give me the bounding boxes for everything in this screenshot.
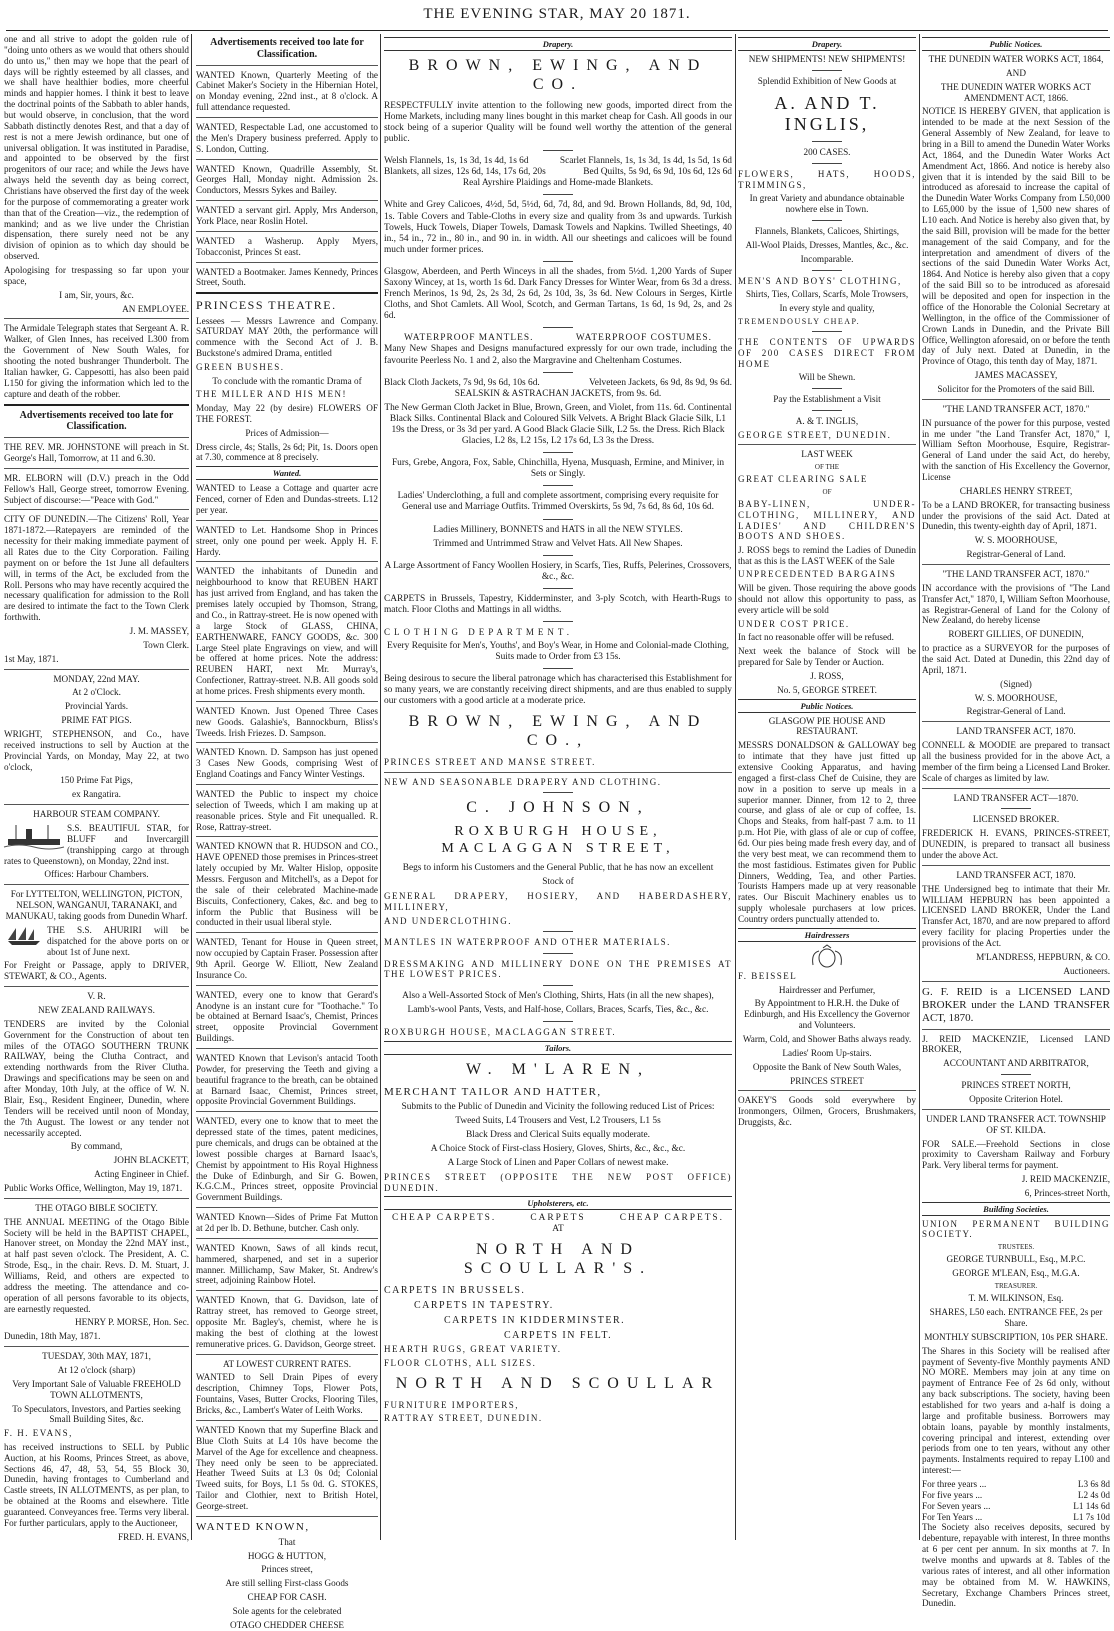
ross-notice: J. ROSS begs to remind the Ladies of Dunedin that as this is the LAST WEEK of the Sale [738, 544, 916, 566]
lambswool: Lamb's-wool Pants, Vests, and Half-hose, Collars, Braces, Scarfs, Ties, &c., &c. [407, 1005, 709, 1016]
trimmed: Trimmed and Untrimmed Straw and Velvet Hats. All New Shapes. [433, 538, 683, 549]
wanted-ad: WANTED Known. D. Sampson has just opened 3 Cases New Goods, comprising West of England Coatings and Fancy Winter Vestings. [196, 747, 378, 780]
tenders: TENDERS are invited by the Colonial Government for the Construction of about ten miles of the OTAGO SOUTHERN TRUNK RAILWAY, being the Clutha Contract, and extending northwards from the River Clutha. Drawings and specifications may be seen on and after Monday, 10th July, at the office of W. N. Blair, Esq., Resident Engineer, Dunedin, where Tenders will be received until noon of Monday, the 7th August. The lowest or any tender not necessarily accepted. [4, 1018, 189, 1138]
black-dress: Black Dress and Clerical Suits equally moderate. [465, 1129, 651, 1140]
ad: WANTED a servant girl. Apply, Mrs Anderson, York Place, near Roslin Hotel. [196, 205, 378, 227]
repay-row: For Seven years ... L1 14s 6d [922, 1500, 1110, 1511]
baths: Warm, Cold, and Shower Baths always ready. [742, 1033, 912, 1044]
cloth-jackets: Black Cloth Jackets, 7s 9d, 9s 6d, 10s 6d. [384, 377, 540, 388]
ad: WANTED Known, Quarterly Meeting of the Cabinet Maker's Society in the Hibernian Hotel, on Monday evening, 22nd inst., at 8 o'clock. A full attendance requested. [196, 69, 378, 113]
lta4: LAND TRANSFER ACT—1870. [953, 792, 1079, 803]
otago-cheese: OTAGO CHEDDER CHEESE [229, 1619, 345, 1630]
baby-linen: BABY-LINEN, UNDER-CLOTHING, MILLINERY, AND LADIES' AND CHILDREN'S BOOTS AND SHOES. [738, 499, 916, 542]
wanted-ad: WANTED the Public to inspect my choice selection of Tweeds, which I am making up at reasonable prices. Style and Fit unequalled. R. Rose, Rattray-street. [196, 788, 378, 832]
millinery: Ladies Millinery, BONNETS and HATS in all the NEW STYLES. [433, 524, 683, 535]
ad: WANTED a Bootmaker. James Kennedy, Princes Street, South. [196, 266, 378, 288]
union: UNION PERMANENT BUILDING SOCIETY. [922, 1218, 1110, 1240]
oakey: OAKEY'S Goods sold everywhere by Ironmongers, Oilmen, Grocers, Brushmakers, Druggists, &c. [738, 1095, 916, 1128]
drapery-section: Drapery. [738, 37, 916, 51]
carpets-label: CARPETS [530, 1213, 586, 1224]
divider [922, 399, 1110, 400]
every-style: In every style and quality, [779, 303, 875, 314]
sailing-ship-icon [4, 925, 44, 947]
rattray-street: RATTRAY STREET, DUNEDIN. [384, 1413, 543, 1424]
letter-body: one and all strive to adopt the golden rule of "doing unto others as we would that others should do unto us," then may we hope that the pearl of days will be rightly esteemed by all classes, and we shall have healthier bodies, more cheerful minds and happier homes. I think it best to leave the doctrinal points of the Sabbath to abler hands, but would observe, in conclusion, that the word Sabbath distinctly denotes Rest, and that a day of rest is not a mere Jewish ordinance, but one of universal obligation. It was instituted in Paradise, and appointed to be observed by the first progenitors of our race; and while the Jews have always held the seventh day as being correct, Christians have observed the first day of the week for the purpose of commemorating a greater work than that of the Creation—viz., the redemption of mankind; and as we live under the Christian dispensation, there surely need not be any division of opinion as to which day should be observed. [4, 34, 189, 262]
under-cost: UNDER COST PRICE. [738, 618, 850, 629]
wanted-ad: WANTED, Tenant for House in Queen street, now occupied by Captain Fraser. Possession after 9th April. George W. Elliott, New Zealand Insurance Co. [196, 937, 378, 980]
lta-text: IN pursuance of the power for this purpose, vested in me under "the Land Transfer Act, 1870," I, William Sefton Moorhouse, Esquire, Registrar-General of Land under the said Act, do hereby, with the sanction of His Excellency the Governor, License [922, 417, 1110, 482]
turnbull: GEORGE TURNBULL, Esq., M.P.C. [946, 1254, 1086, 1265]
surveyor: to practice as a SURVEYOR for the purposes of the said Act. Dated at Dunedin, this 22nd day of April, 1871. [922, 643, 1110, 675]
cases: 200 CASES. [803, 147, 851, 158]
licensed-broker: LICENSED BROKER. [972, 814, 1060, 825]
city-signature: J. M. MASSEY, [129, 625, 189, 636]
next-week: Next week the balance of Stock will be prepared for Sale by Tender or Auction. [738, 646, 916, 667]
ad: WANTED, Respectable Lad, one accustomed to the Men's Drapery business preferred. Apply to S. London, Cutting. [196, 122, 378, 154]
appointment: By Appointment to H.R.H. the Duke of Edinburgh, and His Excellency the Governor and Volunteers. [744, 998, 910, 1031]
monthly: MONTHLY SUBSCRIPTION, 10s PER SHARE. [924, 1331, 1108, 1342]
green-bushes: GREEN BUSHES. [196, 361, 285, 372]
shirts: Shirts, Ties, Collars, Scarfs, Mole Trowsers, [745, 289, 909, 300]
at: AT [552, 1224, 564, 1235]
wanted-ad: WANTED Known, that G. Davidson, late of Rattray street, has removed to George street, opposite Mr. Bagley's, chemist, where he is making the best of clothing at the lowest remunerative prices. G. Davidson, George street. [196, 1295, 378, 1349]
clearing-sale: GREAT CLEARING SALE [738, 474, 868, 485]
mackenzie: J. REID MACKENZIE, Licensed LAND BROKER, [922, 1033, 1110, 1055]
wanted-section: Wanted. [196, 466, 378, 480]
noon: At 12 o'clock (sharp) [57, 1364, 136, 1375]
wanted-ad: WANTED, every one to know that Gerard's Anodyne is an instant cure for "Toothache." To be obtained at Bernard Isaac's, Chemist, Princes street, opposite Provincial Government Buildings. [196, 989, 378, 1044]
sealskin: SEALSKIN & ASTRACHAN JACKETS, from 9s. 6d. [454, 388, 662, 399]
hosiery: A Large Assortment of Fancy Woollen Hosiery, in Scarfs, Ties, Ruffs, Pelerines, Crossovers, &c., &c. [384, 560, 732, 582]
divider [4, 884, 189, 885]
scarlet-flannels: Scarlet Flannels, 1s, 1s 3d, 1s 4d, 1s 5d, 1s 6d [559, 156, 732, 167]
lta-heading-2: "THE LAND TRANSFER ACT, 1870." [942, 568, 1090, 579]
wanted-ad: WANTED the inhabitants of Dunedin and neighbourhood to know that REUBEN HART has just arrived from England, and has taken the premises lately occupied by Thomson, Strang, and Co., in Rattray-street. He is now opened with a large Stock of GLASS, CHINA, EARTHENWARE, FANCY GOODS, &c. 300 Large Steel plate Engravings on view, and will be offered at home prices. Note the address: REUBEN HART, next Mr. Murray's, Confectioner, Rattray-street. N.B. All goods sold at home prices. Fresh shipments every month. [196, 566, 378, 696]
freehold: Very Important Sale of Valuable FREEHOLD TOWN ALLOTMENTS, [12, 1378, 181, 1400]
divider [4, 804, 189, 805]
that: That [278, 1536, 296, 1547]
hepburn: THE Undersigned beg to intimate that their Mr. WILLIAM HEPBURN has been appointed a LICENSED LAND BROKER, Under the Land Transfer Act, 1870, and are now prepared to afford every facility for placing Properties under the provisions of the Act. [922, 883, 1110, 949]
silks: The New German Cloth Jacket in Blue, Brown, Green, and Violet, from 11s. 6d. Continental Black Silks. Continental Black and Coloured Silk Velvets. A Bright Black Glacie Silk, L1 19s the Dress, or 3s 3d per yard. A Good Black Glacie Silk, L2 5s. the Dress. Rich Black Glacies, L2 8s, L2 15s, L2 17s 6d, L3 3s the Dress. [384, 402, 732, 447]
divider [196, 1354, 378, 1355]
drain-pipes: WANTED to Sell Drain Pipes of every description, Chimney Tops, Flower Pots, Fountains, Vases, Butter Crocks, Flooring Tiles, Bricks, &c., Lambert's Water of Leith Works. [196, 1372, 378, 1416]
monday-heading: MONDAY, 22nd MAY. [53, 673, 140, 684]
divider [4, 669, 189, 670]
winceys: Glasgow, Aberdeen, and Perth Winceys in all the shades, from 5½d. 1,200 Yards of Super Saxony Wincey, at 1s, worth 1s 6d. Dark Fancy Dresses for Winter Wear, from 6s 3d a dress. French Merinos, 1s 9d, 2s, 2s 3d, 2s 6d, 2s 10d, 3s, 3s 6d. New Colours in Serges, Kirtle Cloths, and Shot Camlets. All Wool, Scotch, and German Tartans, 1s 6d, 1s 9d, 2s, and 2s 6d. [384, 266, 732, 322]
great-variety: In great Variety and abundance obtainable nowhere else in Town. [749, 193, 905, 215]
princes: Princes street, [261, 1564, 313, 1575]
divider [4, 468, 189, 469]
speculators: To Speculators, Investors, and Parties seeking Small Building Sites, &c. [12, 1403, 181, 1425]
jrm2: 6, Princes-street North, [1024, 1187, 1110, 1198]
repay-row: For five years ... L2 4s 0d [922, 1489, 1110, 1500]
shares: SHARES, L50 each. ENTRANCE FEE, 2s per Share. [929, 1307, 1103, 1328]
clothing-dept: CLOTHING DEPARTMENT. [384, 627, 573, 638]
column-rule [919, 34, 920, 1540]
ad: WANTED a Washerup. Apply Myers, Tobacconist, Princes St east. [196, 235, 378, 257]
lta-heading: "THE LAND TRANSFER ACT, 1870." [942, 403, 1090, 414]
ad: WANTED Known, Quadrille Assembly, St. Georges Hall, Monday night. Admission 2s. Conductors, Messrs Sykes and Bailey. [196, 163, 378, 196]
city-notice: CITY OF DUNEDIN.—The Citizens' Roll, Year 1871-1872.—Ratepayers are reminded of the necessity for their making immediate payment of all Rates due to the City Corporation. Failing payment on or before the 1st June all defaulters will, in terms of the Act, be excluded from the Roll. Persons who may have recently acquired the necessary qualification for admission to the Roll are desired to intimate the fact to the Town Clerk forthwith. [4, 514, 189, 623]
notice: NOTICE IS HEREBY GIVEN, that application is intended to be made at the next Session of the General Assembly of New Zealand, for leave to bring in a Bill to amend the Dunedin Water Works Act, 1864, and the Dunedin Water Works Act Amendment Act, 1866. And notice is hereby also given that it is intended by the said Bill to be introduced as aforesaid to increase the capital of the Dunedin Water Works Company from L50,000 to L65,000 by the issue of 1,500 new shares of L10 each. And Notice is hereby also given that, by the said Bill, provision will be made for the better management of the said Company, and for the interpretation and amendment of divers of the sections of the said Dunedin Water Works Act, 1864. And Notice is hereby also given that a copy of the said Bill so to be introduced as aforesaid will be deposited and open for inspection in the office of the Honorable the Colonial Secretary at Wellington, in the office of the Commissioner of Crown Lands in Dunedin, and the Private Bill Office, Wellington aforesaid, on or before the tenth day of July next. Dated at Dunedin, in the Province of Otago, this tenth day of May, 1871. [922, 106, 1110, 367]
beissel: F. BEISSEL [738, 970, 798, 981]
treasurer: TREASURER. [994, 1282, 1038, 1291]
splendid: Splendid Exhibition of New Goods at [757, 75, 897, 86]
inglis-title: A. AND T. INGLIS, [774, 92, 880, 134]
conclude: To conclude with the romantic Drama of [212, 375, 362, 386]
divider [922, 721, 1110, 722]
wanted-ad: WANTED Known that Levison's antacid Tooth Powder, for preserving the Teeth and giving a beautiful fragrance to the breath, can be obtained at Barnard Isaac, Chemist, Princes street, opposite Provincial Government Buildings. [196, 1053, 378, 1107]
cheap-carpets: CHEAP CARPETS. [392, 1213, 497, 1224]
charles-street: CHARLES HENRY STREET, [959, 485, 1073, 496]
accountant: ACCOUNTANT AND ARBITRATOR, [943, 1058, 1089, 1069]
desirous: Being desirous to secure the liberal patronage which has characterised this Establishment for so many years, we are constantly receiving direct shipments, and are thus enabled to supply our customers with a good article at a moderate price. [384, 673, 732, 707]
divider [4, 1346, 189, 1347]
evans-sign: FRED. H. EVANS, [117, 1531, 189, 1542]
pay-visit: Pay the Establishment a Visit [773, 394, 881, 405]
ahuriri: THE S.S. AHURIRI will be dispatched for the above ports on or about 1st of June next. [47, 924, 189, 957]
ladies-room: Ladies' Room Up-stairs. [782, 1047, 872, 1058]
north-scoullar-2: NORTH AND SCOULLAR [395, 1374, 721, 1392]
mens-clothing: MEN'S AND BOYS' CLOTHING, [738, 275, 902, 286]
princes-manse: PRINCES STREET AND MANSE STREET. [384, 756, 596, 767]
velveteen-jackets: Velveteen Jackets, 6s 9d, 8s 9d, 9s 6d. [589, 377, 732, 388]
letter-signoff: I am, Sir, yours, &c. [59, 289, 134, 300]
divider [922, 1109, 1110, 1110]
morse-date: Dunedin, 18th May, 1871. [4, 1331, 101, 1342]
lta3: LAND TRANSFER ACT, 1870. [956, 726, 1076, 737]
and: AND [1006, 67, 1026, 78]
princes-street: PRINCES STREET [790, 1075, 864, 1086]
george-street: GEORGE STREET, DUNEDIN. [738, 429, 892, 440]
of: OF [822, 488, 832, 497]
cheap: CHEAP FOR CASH. [247, 1592, 327, 1603]
miller: THE MILLER AND HIS MEN! [196, 389, 347, 400]
will-be-given: Will be given. Those requiring the above goods should not allow this opportunity to pass, as every article will be sold [738, 583, 916, 615]
calicoes: White and Grey Calicoes, 4½d, 5d, 5½d, 6d, 7d, 8d, and 9d. Brown Hollands, 8d, 9d, 10d, 1s. Table Covers and Table-Cloths in every size and quality from 3s and upwards. Turkish Towels, Huck Towels, Diaper Towels, Damask Towels and Napkins. Twilled Sheetings, 40 in., 54 in., 72 in., 80 in., and 90 in. in width. All our sheetings and calicoes will be found much under former prices. [384, 200, 732, 255]
divider [4, 1198, 189, 1199]
carpets-brussels: CARPETS IN BRUSSELS. [384, 1285, 526, 1297]
requisite: Every Requisite for Men's, Youths', and Boy's Wear, in Home and Colonial-made Clothing, Suits made to Order from £3 15s. [386, 640, 729, 662]
last-week: LAST WEEK [801, 449, 853, 460]
north-scoullar: NORTH AND SCOULLAR'S. [463, 1241, 653, 1278]
letter-apology: Apologising for trespassing so far upon your space, [4, 265, 189, 286]
new-shipments: NEW SHIPMENTS! NEW SHIPMENTS! [748, 54, 906, 65]
column-3 [384, 34, 732, 1540]
donaldson: MESSRS DONALDSON & GALLOWAY beg to intimate that they have just fitted up extensive Cooking Apparatus, and having engaged a first-class Chef de Cuisine, they are now in a position to serve up meals in a superior manner. Dinner, from 12 to 2, three course, and glass of ale or cup of coffee, 1s. Chops and Steaks, from half-past 7 a.m. to 11 p.m. Hot Pie, with glass of ale or cup of coffee, 6d. Our pies being made fresh every day, and of the very best meat, we can recommend them to the most fastidious. Estimates given for Public Dinners, Wedding, Tea, and other Parties. Tourists Hampers made up at very reasonable rates. Our Biscuit Machinery enables us to supply wholesale purchasers at low prices. Country orders punctually attended to. [738, 740, 916, 925]
macassey: JAMES MACASSEY, [974, 370, 1058, 381]
wilkinson: T. M. WILKINSON, Esq. [968, 1293, 1064, 1304]
morse: HENRY P. MORSE, Hon. Sec. [74, 1317, 189, 1328]
all-wool: All-Wool Plaids, Dresses, Mantles, &c., &c. [745, 239, 909, 250]
for-sale: FOR SALE.—Freehold Sections in close proximity to Caversham Railway and Forbury Park. Very liberal terms for payment. [922, 1138, 1110, 1171]
column-rule [735, 34, 736, 1540]
masthead-rule [6, 30, 1108, 31]
time: At 2 o'Clock. [72, 687, 121, 698]
landress: M'LANDRESS, HEPBURN, & CO. [976, 951, 1110, 962]
tremendously-cheap: TREMENDOUSLY CHEAP. [738, 316, 861, 326]
city-title: Town Clerk. [143, 639, 189, 650]
carpets-felt: CARPETS IN FELT. [504, 1329, 613, 1341]
in-fact: In fact no reasonable offer will be refused. [738, 632, 894, 643]
cheap-carpets: CHEAP CARPETS. [619, 1213, 724, 1224]
divider [4, 437, 189, 438]
blankets: Blankets, all sizes, 12s 6d, 14s, 17s 6d, 20s [384, 167, 546, 178]
auctioneers: Auctioneers. [1063, 965, 1110, 976]
divider [738, 1090, 916, 1091]
lta2-text: IN accordance with the provisions of "The Land Transfer Act," 1870, I, William Sefton Moorhouse, as Registrar-General of Land for the Colony of New Zealand, do hereby license [922, 582, 1110, 626]
criterion: Opposite Criterion Hotel. [969, 1093, 1063, 1104]
wanted-ad: WANTED Known—Sides of Prime Fat Mutton at 2d per lb. D. Bethune, butcher. Cash only. [196, 1212, 378, 1234]
column-4 [738, 34, 916, 1540]
wanted-ad: WANTED to Lease a Cottage and quarter acre Fenced, corner of Eden and Dundas-streets. L12 per year. [196, 483, 378, 516]
evans-text: has received instructions to SELL by Public Auction, at his Rooms, Princes Street, as above, Sections 46, 47, 48, 53, 54, 55 Block 30, Dunedin, having frontages to Cumberland and Castle streets, IN ALLOTMENTS, as per plan, to be obtained at the Rooms and elsewhere. Title guaranteed. Conveyances free. Terms very liberal. For further particulars, apply to the Auctioneer, [4, 1441, 189, 1528]
hosiery-gloves: A Choice Stock of First-class Hosiery, Gloves, Shirts, &c., &c., &c. [430, 1143, 686, 1154]
freight: For Freight or Passage, apply to DRIVER, STEWART, & CO., Agents. [4, 960, 189, 982]
divider [922, 981, 1110, 982]
furniture: FURNITURE IMPORTERS, [384, 1399, 519, 1410]
engineer: Acting Engineer in Chief. [94, 1169, 189, 1180]
wanted-ad: WANTED Known. Just Opened Three Cases new Goods. Galashie's, Bannockburn, Bliss's Tweeds. Irish Friezes. D. Sampson. [196, 705, 378, 738]
adv-heading: Advertisements received too late for Classification. [210, 37, 364, 60]
stock-of: Stock of [542, 877, 574, 888]
wanted-known: WANTED KNOWN, [196, 1520, 310, 1533]
public-notices-section: Public Notices. [738, 699, 916, 713]
welsh-flannels: Welsh Flannels, 1s, 1s 3d, 1s 4d, 1s 6d [384, 156, 529, 167]
johnstone-notice: THE REV. MR. JOHNSTONE will preach in St. George's Hall, Tomorrow, at 11 and 6.30. [4, 442, 189, 463]
repay-row: For three years ... L3 6s 8d [922, 1479, 1110, 1490]
divider [4, 509, 189, 510]
bible-text: THE ANNUAL MEETING of the Otago Bible Society will be held in the BAPTIST CHAPEL, Hanover street, on Monday the 22nd MAY inst., at half past seven o'clock. The President, A. C. Strode, Esq., in the chair. Revs. D. M. Stuart, J. Williams, Reid, and others are expected to address the meeting. The attendance and co-operation of all persons favorable to its objects, are earnestly requested. [4, 1216, 189, 1314]
registrar-2: Registrar-General of Land. [966, 706, 1066, 717]
carpets-tapestry: CARPETS IN TAPESTRY. [414, 1300, 554, 1312]
lowest-rates: AT LOWEST CURRENT RATES. [222, 1358, 352, 1369]
wanted-ad: WANTED KNOWN that R. HUDSON and CO., HAVE OPENED those premises in Princes-street lately occupied by Mr. Walter Hislop, opposite Messrs. Ferguson and Mitchell's, as a Depot for the sale of their celebrated Machine-made Biscuits, Confectionery, Cakes, &c. and beg to inform the Public that Business will be conducted in their usual liberal style. [196, 841, 378, 928]
submits: Submits to the Public of Dunedin and Vicinity the following reduced List of Prices: [401, 1101, 715, 1112]
general-drapery: GENERAL DRAPERY, HOSIERY, AND HABERDASHERY, MILLINERY, [384, 891, 732, 912]
divider [922, 788, 1110, 789]
prices: Prices of Admission— [245, 427, 329, 438]
mlean: GEORGE M'LEAN, Esq., M.G.A. [952, 1268, 1080, 1279]
column-rule [191, 34, 192, 1540]
roxburgh-footer: ROXBURGH HOUSE, MACLAGGAN STREET. [384, 1027, 617, 1038]
prices-text: Dress circle, 4s; Stalls, 2s 6d; Pit, 1s. Doors open at 7.30, commence at 8 precisely. [196, 441, 378, 463]
flannels: Flannels, Blankets, Calicoes, Shirtings, [754, 226, 900, 236]
divider [922, 564, 1110, 565]
hairdressers-section: Hairdressers [738, 928, 916, 942]
unprecedented: UNPRECEDENTED BARGAINS [738, 569, 897, 580]
divider [384, 772, 732, 773]
masthead: THE EVENING STAR, MAY 20 1871. [423, 6, 691, 22]
mlaren-title: W. M'LAREN, [465, 1060, 651, 1078]
adv-heading: Advertisements received too late for Classification. [19, 409, 174, 433]
waterproof-mantles: WATERPROOF MANTLES. [404, 333, 534, 344]
j-ross: J. ROSS, [810, 670, 844, 681]
no5: No. 5, GEORGE STREET. [777, 684, 877, 695]
divider [196, 1516, 378, 1517]
hairdresser: Hairdresser and Perfumer, [778, 984, 876, 995]
command: By command, [70, 1141, 123, 1152]
merchant-tailor: MERCHANT TAILOR AND HATTER, [384, 1085, 602, 1098]
also: Also a Well-Assorted Stock of Men's Clothing, Shirts, Hats (in all the new shapes), [402, 990, 714, 1001]
repay-row: For Ten Years ... L1 7s 10d [922, 1511, 1110, 1522]
wanted-ad: WANTED to Let. Handsome Shop in Princes street, only one pound per week. Apply H. F. Hardy. [196, 524, 378, 557]
column-1 [4, 34, 189, 1540]
vr-crest: V. R. [87, 991, 106, 1002]
sole: Sole agents for the celebrated [232, 1606, 342, 1617]
deposits: The Society also receives deposits, secured by debenture, repayable with interest, In three months at 6 per cent per annum. In six months at 7. In twelve months and upwards at 8. Tables of the various rates of interest, and all other information may be obtained from M. W. HAWKINS, Secretary, Exchange Chambers Princes street, Dunedin. [922, 1522, 1110, 1609]
bed-quilts: Bed Quilts, 5s 9d, 6s 9d, 10s 6d, 12s 6d [583, 167, 732, 178]
public-notices-section: Public Notices. [922, 37, 1110, 51]
brown-ewing-title: BROWN, EWING, AND CO. [408, 57, 708, 93]
at-inglis: A. & T. INGLIS, [795, 415, 859, 426]
registrar: Registrar-General of Land. [966, 549, 1066, 560]
carpets: CARPETS in Brussels, Tapestry, Kidderminster, and 3-ply Scotch, with Hearth-Rugs to match. Floor Cloths and Mattings in all widths. [384, 593, 732, 616]
jrm: J. REID MACKENZIE, [1021, 1174, 1110, 1185]
wanted-ad: WANTED, every one to know that to meet the depressed state of the times, patent medicines, pure chemicals, and drugs can be obtained at the lowest possible charges at Barnard Isaac's, Chemist by appointment to His Royal Highness the Duke of Edinburgh, and Sir G. Bowen, K.G.C.M., Princes street, opposite Provincial Government Buildings. [196, 1116, 378, 1203]
evans: FREDERICK H. EVANS, PRINCES-STREET, DUNEDIN, is prepared to transact all business under the above Act. [922, 828, 1110, 861]
steamship-icon [4, 823, 64, 849]
letter-author: AN EMPLOYEE. [122, 303, 189, 314]
beautiful-star: S.S. BEAUTIFUL STAR, for BLUFF and Invercargill (transhipping cargo at through rates to Queenstown), on Monday, 22nd inst. [4, 823, 189, 866]
divider [922, 865, 1110, 866]
prime-pigs: PRIME FAT PIGS. [61, 715, 132, 726]
bible-heading: THE OTAGO BIBLE SOCIETY. [35, 1202, 158, 1213]
furs: Furs, Grebe, Angora, Fox, Sable, Chinchilla, Hyena, Musquash, Ermine, and Miniver, in Sets or Singly. [391, 458, 725, 480]
of-the: OF THE [814, 463, 840, 472]
monday-play: Monday, May 22 (by desire) FLOWERS OF THE FOREST. [196, 403, 378, 424]
divider [196, 65, 378, 66]
tuesday: TUESDAY, 30th MAY, 1871, [42, 1351, 151, 1362]
hogg: HOGG & HUTTON, [247, 1550, 327, 1561]
dressmaking: DRESSMAKING AND MILLINERY DONE ON THE PREMISES AT THE LOWEST PRICES. [384, 958, 732, 980]
divider [196, 292, 378, 294]
underclothing-2: AND UNDERCLOTHING. [384, 915, 512, 926]
many-shapes: Many New Shapes and Designs manufactured expressly for our own trade, including the favourite Peerless No. 1 and 2, also the Margravine and Cheltenham Costumes. [384, 344, 732, 366]
land-broker: To be a LAND BROKER, for transacting business under the provisions of the said Act. Dated at Dunedin, this twenty-eighth day of April, 1871. [922, 499, 1110, 532]
trustees: TRUSTEES. [997, 1243, 1035, 1252]
divider [4, 318, 189, 319]
moorhouse: W. S. MOORHOUSE, [974, 535, 1058, 546]
dww-amendment: THE DUNEDIN WATER WORKS ACT AMENDMENT ACT, 1866. [940, 81, 1092, 103]
still: Are still selling First-class Goods [225, 1578, 349, 1589]
contents: THE CONTENTS OF UPWARDS OF 200 CASES DIRECT FROM HOME [738, 337, 916, 369]
divider [4, 986, 189, 987]
floor-cloths: FLOOR CLOTHS, ALL SIZES. [384, 1358, 537, 1369]
brown-ewing-footer: BROWN, EWING, AND CO., [408, 713, 708, 750]
royal-arms-icon [807, 945, 847, 969]
divider [738, 444, 916, 445]
johnson-title: C. JOHNSON, [466, 799, 650, 817]
nzr-heading: NEW ZEALAND RAILWAYS. [38, 1005, 155, 1016]
wright-notice: WRIGHT, STEPHENSON, and Co., have received instructions to sell by Auction at the Provincial Yards, on Monday, May 22, at two o'clock, [4, 729, 189, 772]
stokes: WANTED Known that my Superfine Black and Blue Cloth Suits at L4 10s have become the Marvel of the Age for excellence and cheapness. They need only be seen to be appreciated. Heather Tweed Suits at L3 0s 0d; Colonial Tweed suits, for Boys, L1 5s 0d. G. STOKES, Tailor and Clothier, next to British Hotel, George-street. [196, 1424, 378, 1511]
shares-text: The Shares in this Society will be realised after payment of Seventy-five Monthly payments AND NO MORE. Members may join at any time on payment of Entrance Fee of 2s 6d only, without any back subscriptions. The society, having been established for two years and a-half is doing a large and profitable business. Borrowers may obtain loans, payable by monthly instalments, covering principal and interest, extending over periods from one to ten years, without any other payments. Instalments required to repay L100 and interest:— [922, 1345, 1110, 1476]
underclothing: Ladies' Underclothing, a full and complete assortment, comprising every requisite for General use and Marriage Outfits. Trimmed Overskirts, 5s 9d, 7s 6d, 8s 6d, 10s 6d. [397, 491, 719, 513]
dww-heading: THE DUNEDIN WATER WORKS ACT, 1864, [928, 54, 1104, 65]
ayrshire: Real Ayrshire Plaidings and Home-made Blankets. [462, 178, 654, 189]
pwo: Public Works Office, Wellington, May 19, 1871. [4, 1182, 183, 1193]
flowers-hats: FLOWERS, HATS, HOODS, TRIMMINGS, [738, 169, 916, 190]
column-5 [922, 34, 1110, 1609]
kilda: UNDER LAND TRANSFER ACT. TOWNSHIP OF ST. KILDA. [926, 1113, 1106, 1135]
offices: Offices: Harbour Chambers. [44, 869, 149, 880]
theatre-heading: PRINCESS THEATRE. [196, 298, 337, 313]
drapery-section: Drapery. [384, 37, 732, 51]
evans-name: F. H. EVANS, [4, 1428, 73, 1439]
gillies: ROBERT GILLIES, OF DUNEDIN, [948, 629, 1084, 640]
armidale-paragraph: The Armidale Telegraph states that Sergeant A. R. Walker, of Glen Innes, has received L300 from the Government of New South Wales, for shooting the noted bushranger Thunderbolt. The Italian hawker, G. Cappesotti, has also been paid L150 for giving the information which led to the capture and death of the robber. [4, 323, 189, 399]
city-date: 1st May, 1871. [4, 653, 59, 664]
reid: G. F. REID is a LICENSED LAND BROKER under the LAND TRANSFER ACT, 1870. [922, 985, 1110, 1024]
waterproof-costumes: WATERPROOF COSTUMES. [575, 333, 712, 344]
mantles-waterproof: MANTLES IN WATERPROOF AND OTHER MATERIALS. [384, 937, 671, 948]
princes-north: PRINCES STREET NORTH, [961, 1080, 1071, 1091]
signed: (Signed) [1000, 678, 1032, 689]
respectfully: RESPECTFULLY invite attention to the following new goods, imported direct from the Home Markets, including many lines bought in this market cheap for Cash. All goods in our stock being of a superior Quality will be found well worthy the attention of the general public. [384, 100, 732, 145]
column-rule [380, 34, 381, 1540]
roxburgh-title: ROXBURGH HOUSE, MACLAGGAN STREET, [441, 824, 675, 856]
pigs: 150 Prime Fat Pigs, [60, 775, 133, 786]
blackett: JOHN BLACKETT, [113, 1155, 189, 1166]
pie-house: GLASGOW PIE HOUSE AND RESTAURANT. [768, 715, 886, 737]
incomparable: Incomparable. [800, 253, 854, 264]
ex: ex Rangatira. [72, 789, 121, 800]
begs: Begs to inform his Customers and the General Public, that he has now an excellent [402, 863, 714, 874]
upholsterers-section: Upholsterers, etc. [384, 1196, 732, 1210]
post-office: PRINCES STREET (OPPOSITE THE NEW POST OFFICE) DUNEDIN. [384, 1172, 732, 1193]
collars: A Large Stock of Linen and Paper Collars of newest make. [447, 1157, 669, 1168]
tailors-section: Tailors. [384, 1041, 732, 1055]
theatre-text: Lessees — Messrs Lawrence and Company. SATURDAY MAY 20th, the performance will commence with the Second Act of J. B. Buckstone's admired Drama, entitled [196, 315, 378, 359]
wanted-ad: WANTED Known, Saws of all kinds recut, hammered, sharpened, and set in a superior manner. Millichamp, Saw Maker, St. Andrew's street, adjoining Rainbow Hotel. [196, 1242, 378, 1286]
shewn: Will be Shewn. [798, 372, 856, 383]
divider [4, 404, 189, 406]
suit-prices: Tweed Suits, L4 Trousers and Vest, L2 Trousers, L1 5s [455, 1115, 661, 1126]
moorhouse-2: W. S. MOORHOUSE, [974, 692, 1058, 703]
building-section: Building Societies. [922, 1202, 1110, 1216]
harbour-heading: HARBOUR STEAM COMPANY. [33, 809, 160, 820]
connell: CONNELL & MOODIE are prepared to transact all the business provided for in the above Act, a member of the firm being a Licensed Land Broker. Scale of charges as limited by law. [922, 740, 1110, 783]
divider [922, 1029, 1110, 1030]
seasonable: NEW AND SEASONABLE DRAPERY AND CLOTHING. [384, 776, 662, 787]
column-2 [196, 34, 378, 1630]
provincial-yards: Provincial Yards. [64, 701, 129, 712]
solicitor: Solicitor for the Promoters of the said Bill. [937, 383, 1095, 394]
hearth-rugs: HEARTH RUGS, GREAT VARIETY. [384, 1344, 562, 1355]
elborn-notice: MR. ELBORN will (D.V.) preach in the Odd Fellow's Hall, George street, tomorrow Evening. Subject of discourse:—"Peace with God." [4, 472, 189, 505]
lyttelton: For LYTTELTON, WELLINGTON, PICTON, NELSON, WANGANUI, TARANAKI, and MANUKAU, taking goods from Dunedin Wharf. [5, 889, 188, 922]
opposite-bank: Opposite the Bank of New South Wales, [752, 1061, 902, 1072]
carpets-kidderminster: CARPETS IN KIDDERMINSTER. [444, 1314, 626, 1326]
lta5: LAND TRANSFER ACT, 1870. [956, 869, 1076, 880]
